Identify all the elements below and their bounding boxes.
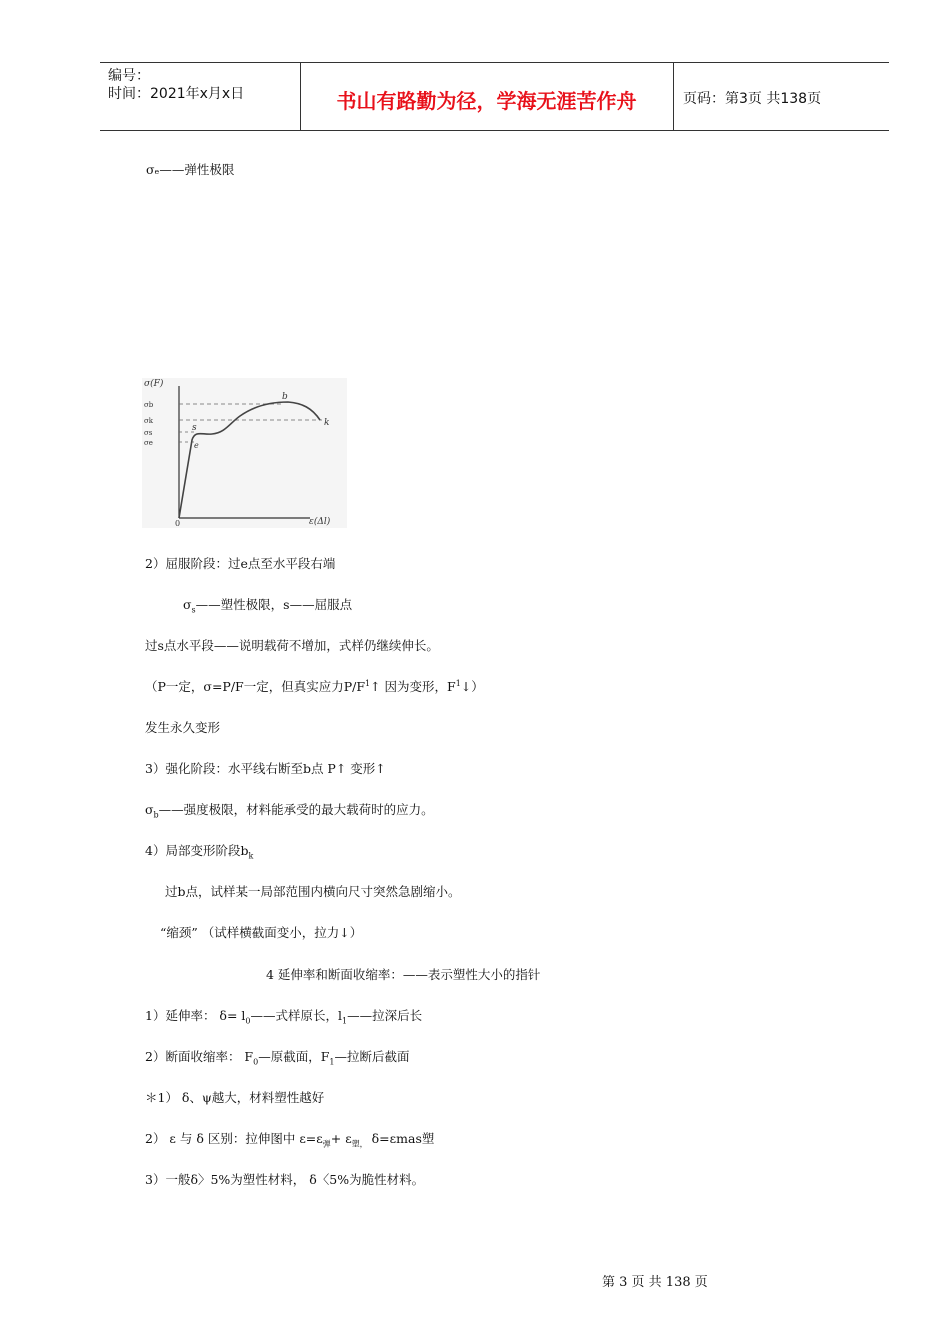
- area-reduction-definition: 2）断面收缩率： $F_0—$原截面，$F_1—$拉断后截面: [145, 1049, 410, 1067]
- paragraph-line: ＊1） δ、ψ越大，材料塑性越好: [145, 1090, 325, 1105]
- header-meta: [108, 67, 244, 103]
- sigma-s-tick: σs: [144, 429, 153, 437]
- stress-strain-diagram: [142, 378, 347, 528]
- point-s-label: s: [192, 423, 197, 433]
- paragraph-line: 过s点水平段——说明载荷不增加，式样仍继续伸长。: [145, 638, 439, 653]
- header-divider: [673, 63, 674, 130]
- header-page-info: 页码：第3页 共138页: [683, 91, 822, 107]
- y-axis-label: σ(F): [144, 379, 164, 389]
- point-k-label: k: [324, 418, 330, 428]
- paragraph-line: （P一定，σ=P/F一定，但真实应力$P/F^1↑$ 因为变形，$F^1↓$）: [145, 678, 484, 694]
- paragraph-line: 发生永久变形: [145, 720, 221, 735]
- elongation-definition: 1）延伸率： $\delta= l_0——$式样原长，$l_1——$拉深后长: [145, 1008, 423, 1026]
- hardening-stage-heading: 3）强化阶段：水平线右断至b点 P↑ 变形↑: [145, 761, 386, 776]
- sigma-b-definition: $\sigma_b——$强度极限，材料能承受的最大载荷时的应力。: [145, 802, 434, 820]
- x-axis-label: ε(Δl): [309, 517, 331, 527]
- number-label: 编号：: [108, 68, 150, 84]
- page-footer: 第 3 页 共 138 页: [602, 1275, 708, 1290]
- origin-label: 0: [175, 519, 181, 528]
- sigma-s-definition: $\sigma_s——$塑性极限，s——屈服点: [183, 597, 353, 615]
- yield-stage-heading: 2）屈服阶段：过e点至水平段右端: [145, 556, 336, 571]
- point-b-label: b: [282, 392, 288, 402]
- local-deformation-heading: 4）局部变形阶段$b_k$: [145, 843, 254, 861]
- paragraph-line: 3）一般δ〉5%为塑性材料， δ〈5%为脆性材料。: [145, 1172, 425, 1187]
- sigma-k-tick: σk: [144, 417, 154, 425]
- document-header: [100, 62, 889, 131]
- header-motto: 书山有路勤为径，学海无涯苦作舟: [336, 89, 637, 113]
- point-e-label: e: [194, 441, 199, 450]
- sigma-e-definition: σₑ——弹性极限: [146, 162, 235, 177]
- sigma-b-tick: σb: [144, 401, 154, 409]
- paragraph-line: “缩颈” （试样横截面变小，拉力↓）: [160, 925, 363, 940]
- time-label: 时间：2021年x月x日: [108, 86, 245, 102]
- paragraph-line: 2） ε 与 δ 区别：拉伸图中 $\varepsilon=\varepsilon_弹+ \varepsilon_{塑,}$ δ=εmas塑: [145, 1131, 435, 1149]
- sigma-e-tick: σe: [144, 439, 153, 447]
- section-heading: 4 延伸率和断面收缩率：——表示塑性大小的指针: [266, 967, 541, 982]
- paragraph-line: 过b点，试样某一局部范围内横向尺寸突然急剧缩小。: [165, 884, 461, 899]
